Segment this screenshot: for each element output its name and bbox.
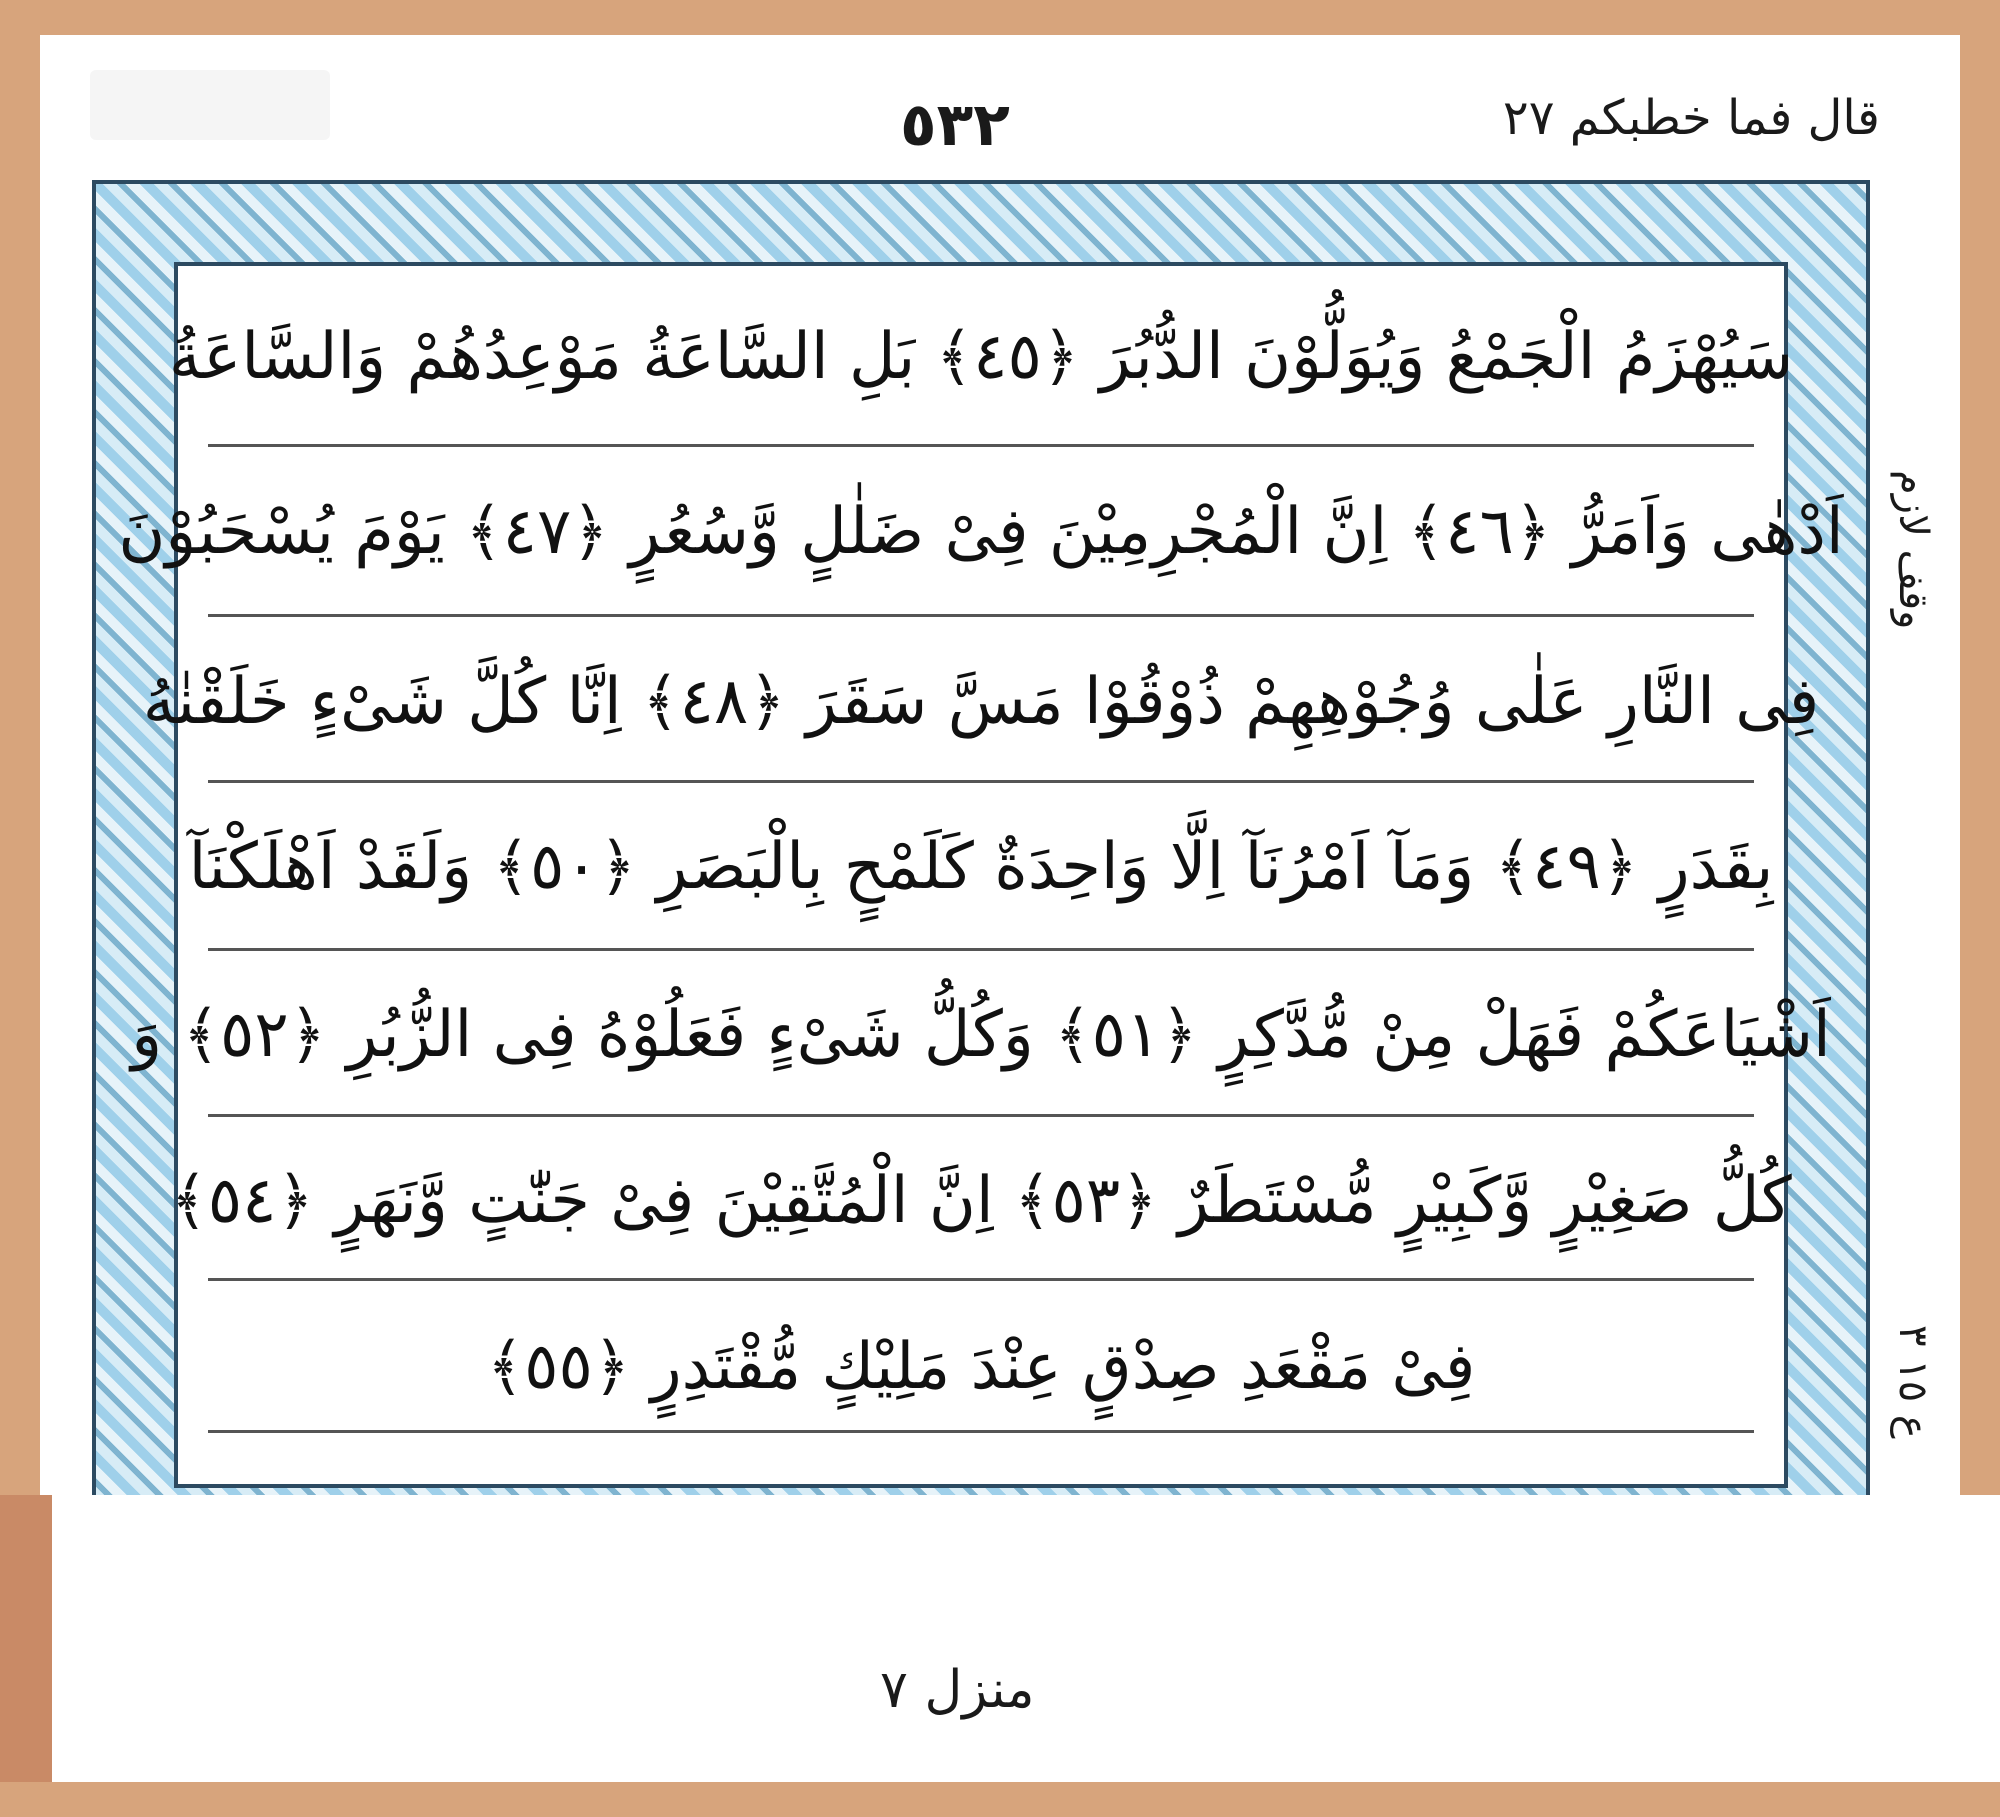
verse-line-4: بِقَدَرٍ ﴿٤٩﴾ وَمَآ اَمْرُنَآ اِلَّا وَاحِدَةٌ كَلَمْحٍ بِالْبَصَرِ ﴿٥٠﴾ وَلَقَدْ اَهْلَكْنَآ [188,829,1774,904]
verse-line-3: فِى النَّارِ عَلٰى وُجُوْهِهِمْ ذُوْقُوْا مَسَّ سَقَرَ ﴿٤٨﴾ اِنَّا كُلَّ شَىْءٍ خَلَقْنٰهُ [142,664,1820,739]
verse-line-7: فِىْ مَقْعَدِ صِدْقٍ عِنْدَ مَلِيْكٍ مُّقْتَدِرٍ ﴿٥٥﴾ [486,1329,1476,1404]
text-panel [118,262,1844,1488]
verse-line-5: اَشْيَاعَكُمْ فَهَلْ مِنْ مُّدَّكِرٍ ﴿٥١﴾ وَكُلُّ شَىْءٍ فَعَلُوْهُ فِى الزُّبُرِ ﴿٥٢﴾ وَ [131,997,1831,1072]
line-divider [208,614,1754,617]
line-divider [208,780,1754,783]
page-number: ٥٣٢ [900,90,1010,160]
left-edge-strip [0,1495,52,1817]
ornamental-border [92,180,1870,1570]
verse-line-2: اَدْهٰى وَاَمَرُّ ﴿٤٦﴾ اِنَّ الْمُجْرِمِيْنَ فِىْ ضَلٰلٍ وَّسُعُرٍ ﴿٤٧﴾ يَوْمَ يُسْحَبُوْنَ [118,494,1844,569]
verse-line-6: كُلُّ صَغِيْرٍ وَّكَبِيْرٍ مُّسْتَطَرٌ ﴿٥٣﴾ اِنَّ الْمُتَّقِيْنَ فِىْ جَنّٰتٍ وَّنَهَرٍ ﴿٥٤﴾ [170,1163,1792,1238]
lower-white-panel [0,1495,2000,1817]
line-divider [208,948,1754,951]
line-divider [208,1430,1754,1433]
manzil-footer: منزل ٧ [880,1660,1035,1720]
juz-title: قال فما خطبكم ٢٧ [1502,90,1880,146]
ruku-margin-note: ع ١٥ ٣ [1890,1325,1936,1439]
verse-line-1: سَيُهْزَمُ الْجَمْعُ وَيُوَلُّوْنَ الدُّبُرَ ﴿٤٥﴾ بَلِ السَّاعَةُ مَوْعِدُهُمْ وَالسَّاعَةُ [168,319,1794,394]
line-divider [208,1278,1754,1281]
bottom-edge-strip [0,1782,2000,1817]
line-divider [208,1114,1754,1117]
waqf-margin-note: وقف لازم [1890,470,1936,630]
header-stamp [90,70,330,140]
line-divider [208,444,1754,447]
